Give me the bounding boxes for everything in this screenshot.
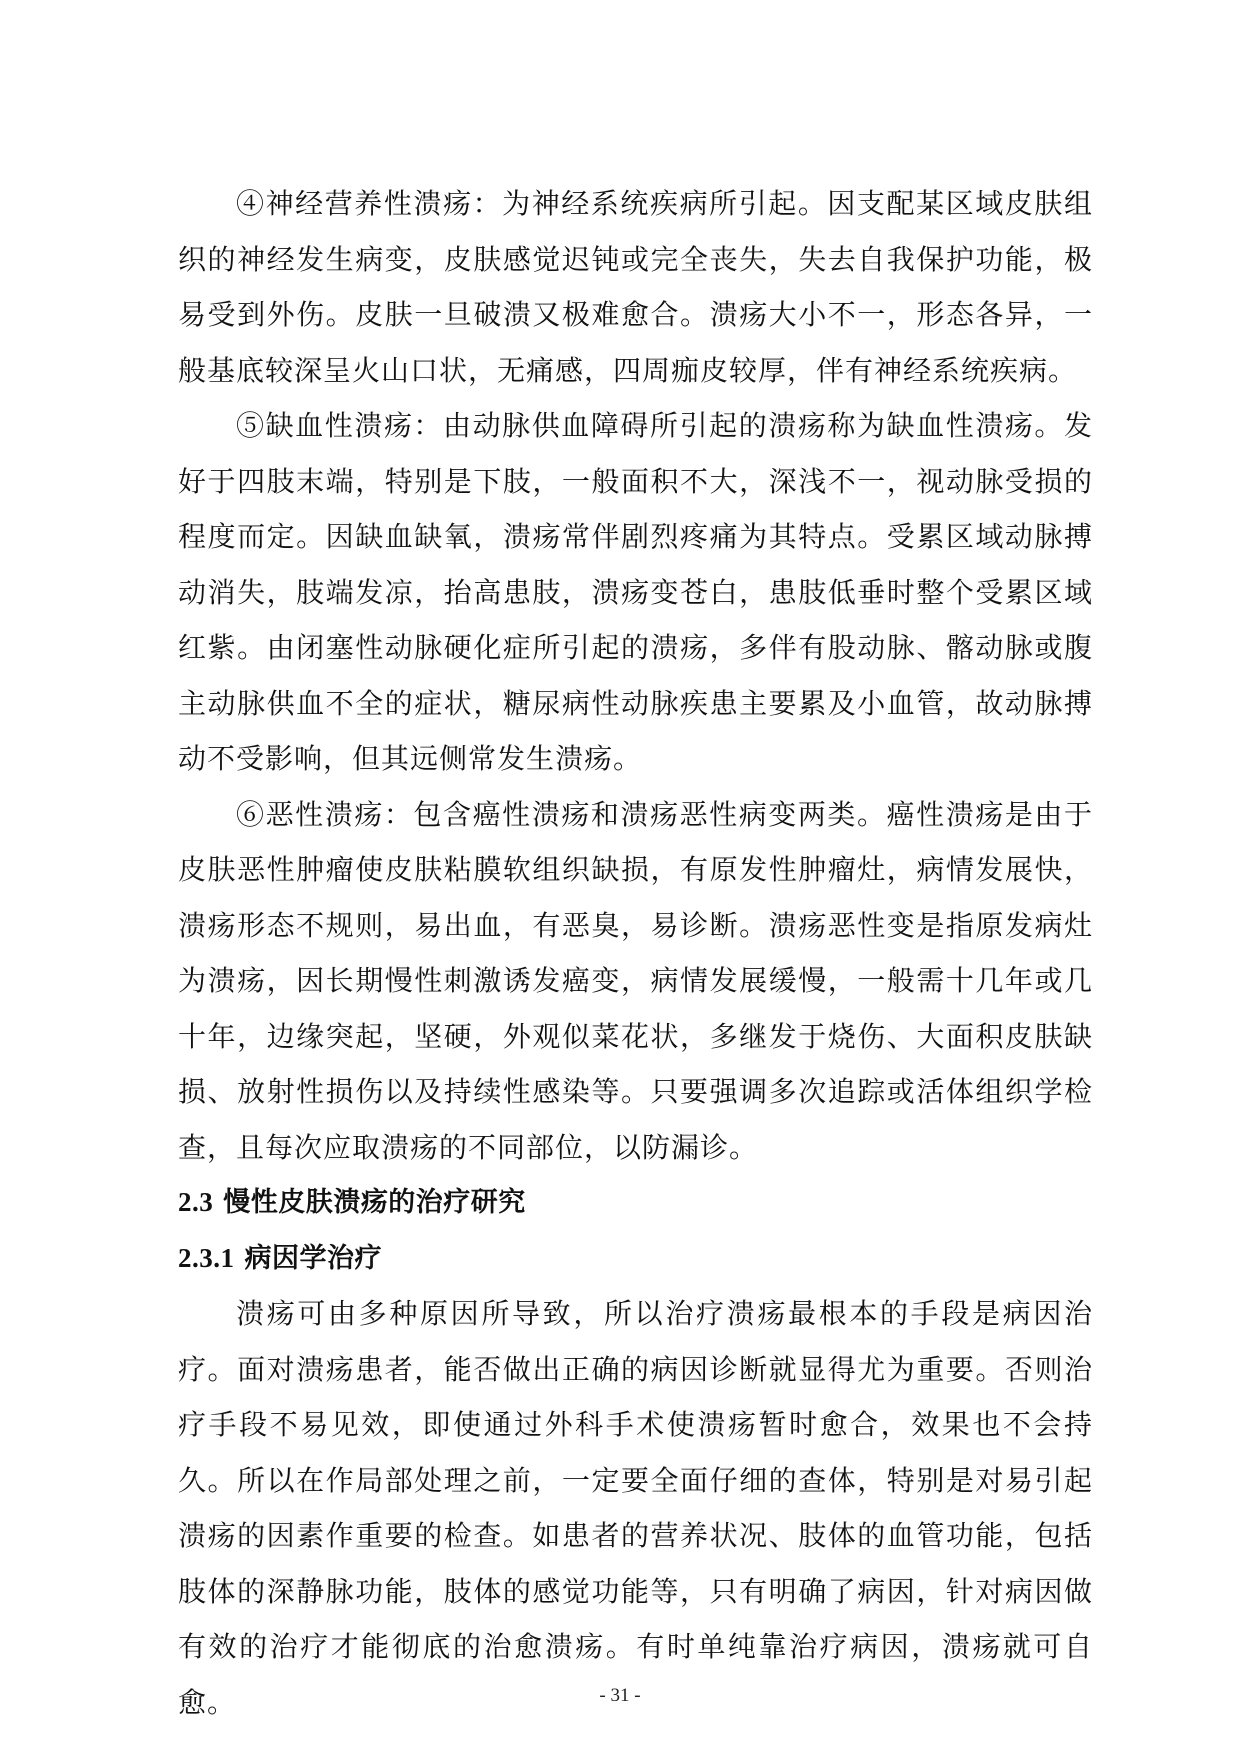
page-number: - 31 - xyxy=(599,1685,641,1706)
page-body xyxy=(178,176,1093,1730)
section-heading-2-3 xyxy=(178,1175,1093,1231)
paragraph-neurotrophic-ulcer: ④神经营养性溃疡：为神经系统疾病所引起。因支配某区域皮肤组织的神经发生病变，皮肤感觉迟钝或完全丧失，失去自我保护功能，极易受到外伤。皮肤一旦破溃又极难愈合。溃疡大小不一，形态各异，一般基底较深呈火山口状，无痛感，四周痂皮较厚，伴有神经系统疾病。 xyxy=(178,187,1093,387)
subsection-number: 2.3.1 xyxy=(178,1242,235,1273)
paragraph-malignant-ulcer: ⑥恶性溃疡：包含癌性溃疡和溃疡恶性病变两类。癌性溃疡是由于皮肤恶性肿瘤使皮肤粘膜软组织缺损，有原发性肿瘤灶，病情发展快，溃疡形态不规则，易出血，有恶臭，易诊断。溃疡恶性变是指原发病灶为溃疡，因长期慢性刺激诱发癌变，病情发展缓慢，一般需十几年或几十年，边缘突起，坚硬，外观似菜花状，多继发于烧伤、大面积皮肤缺损、放射性损伤以及持续性感染等。只要强调多次追踪或活体组织学检查，且每次应取溃疡的不同部位，以防漏诊。 xyxy=(178,797,1093,1164)
section-heading-2-3-1 xyxy=(178,1231,1093,1287)
section-title: 慢性皮肤溃疡的治疗研究 xyxy=(223,1187,526,1218)
subsection-title: 病因学治疗 xyxy=(244,1242,382,1274)
paragraph-etiological-treatment: 溃疡可由多种原因所导致，所以治疗溃疡最根本的手段是病因治疗。面对溃疡患者，能否做出正确的病因诊断就显得尤为重要。否则治疗手段不易见效，即使通过外科手术使溃疡暂时愈合，效果也不会持久。所以在作局部处理之前，一定要全面仔细的查体，特别是对易引起溃疡的因素作重要的检查。如患者的营养状况、肢体的血管功能，包括肢体的深静脉功能，肢体的感觉功能等，只有明确了病因，针对病因做有效的治疗才能彻底的治愈溃疡。有时单纯靠治疗病因，溃疡就可自愈。 xyxy=(178,1297,1093,1719)
section-number: 2.3 xyxy=(178,1187,214,1217)
paragraph-ischemic-ulcer: ⑤缺血性溃疡：由动脉供血障碍所引起的溃疡称为缺血性溃疡。发好于四肢末端，特别是下肢，一般面积不大，深浅不一，视动脉受损的程度而定。因缺血缺氧，溃疡常伴剧烈疼痛为其特点。受累区域动脉搏动消失，肢端发凉，抬高患肢，溃疡变苍白，患肢低垂时整个受累区域红紫。由闭塞性动脉硬化症所引起的溃疡，多伴有股动脉、髂动脉或腹主动脉供血不全的症状，糖尿病性动脉疾患主要累及小血管，故动脉搏动不受影响，但其远侧常发生溃疡。 xyxy=(178,409,1093,775)
